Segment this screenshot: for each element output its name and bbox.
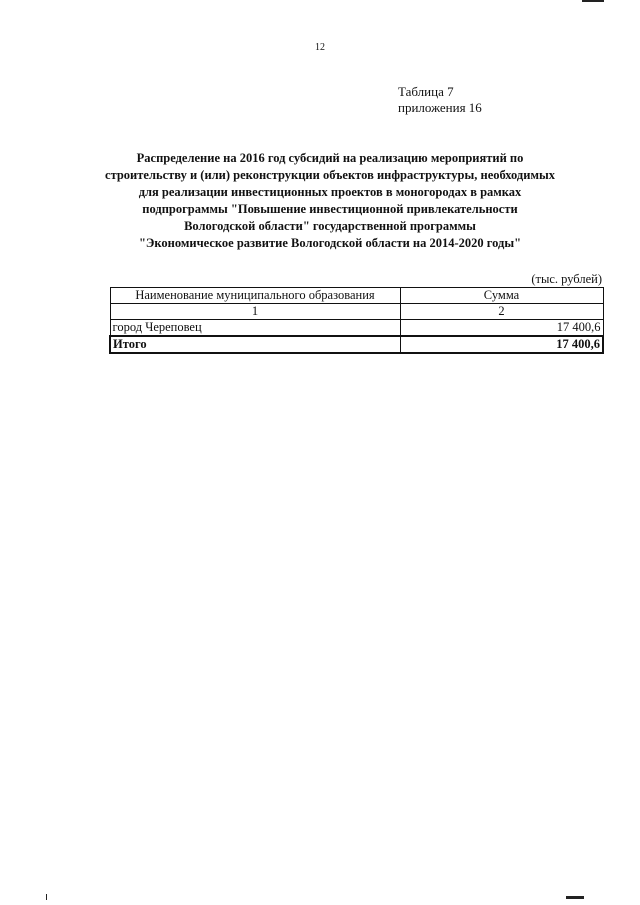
header-amount: Сумма bbox=[400, 288, 603, 304]
document-heading bbox=[100, 150, 560, 252]
table-row bbox=[110, 320, 603, 337]
subsidy-table bbox=[109, 287, 604, 354]
units-label: (тыс. рублей) bbox=[531, 272, 602, 286]
column-number-2: 2 bbox=[400, 304, 603, 320]
heading-line: Вологодской области" государственной программы bbox=[184, 219, 476, 233]
total-amount: 17 400,6 bbox=[400, 336, 603, 353]
heading-line: для реализации инвестиционных проектов в моногородах в рамках bbox=[138, 185, 522, 199]
heading-line: "Экономическое развитие Вологодской области на 2014-2020 годы" bbox=[138, 236, 522, 250]
appendix-label: приложения 16 bbox=[398, 100, 482, 115]
column-number-row bbox=[110, 304, 603, 320]
table-number-label: Таблица 7 bbox=[398, 84, 454, 99]
heading-line: Распределение на 2016 год субсидий на реализацию мероприятий по bbox=[136, 151, 524, 165]
scan-mark-top-right bbox=[582, 0, 604, 2]
heading-line: подпрограммы "Повышение инвестиционной привлекательности bbox=[142, 202, 518, 216]
municipality-name: город Череповец bbox=[110, 320, 400, 337]
page-number: 12 bbox=[315, 42, 325, 53]
scan-mark-bottom-left bbox=[46, 894, 47, 900]
column-number-1: 1 bbox=[110, 304, 400, 320]
table-reference bbox=[398, 84, 482, 116]
amount-value: 17 400,6 bbox=[400, 320, 603, 337]
table-header-row bbox=[110, 288, 603, 304]
heading-line: строительству и (или) реконструкции объектов инфраструктуры, необходимых bbox=[105, 168, 555, 182]
total-row bbox=[110, 336, 603, 353]
header-municipality: Наименование муниципального образования bbox=[110, 288, 400, 304]
total-label: Итого bbox=[110, 336, 400, 353]
scan-mark-bottom-right bbox=[566, 896, 584, 899]
